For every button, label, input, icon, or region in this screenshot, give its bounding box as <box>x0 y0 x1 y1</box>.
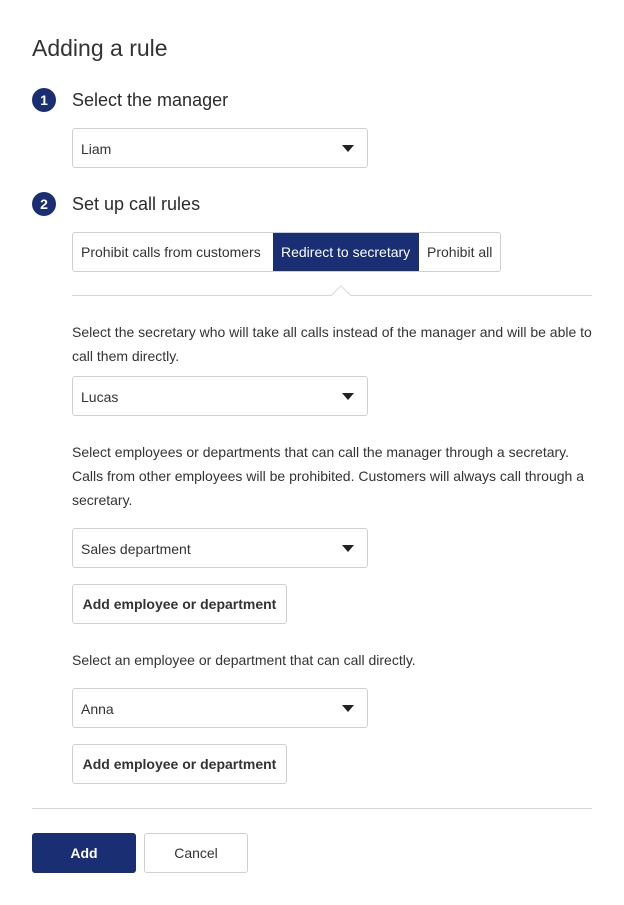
active-tab-pointer <box>331 285 351 305</box>
secretary-description: Select the secretary who will take all calls instead of the manager and will be able to call them directly. <box>72 324 592 364</box>
caret-down-icon <box>342 145 354 152</box>
call-rule-tabs <box>72 232 501 272</box>
caret-down-icon <box>342 545 354 552</box>
add-employee-button-through-secretary[interactable]: Add employee or department <box>72 584 287 624</box>
tab-redirect-to-secretary[interactable]: Redirect to secretary <box>273 233 419 271</box>
add-button[interactable]: Add <box>32 833 136 873</box>
tab-prohibit-all[interactable]: Prohibit all <box>419 233 500 271</box>
direct-call-select[interactable] <box>72 688 368 728</box>
cancel-button[interactable]: Cancel <box>144 833 248 873</box>
caret-down-icon <box>342 705 354 712</box>
step-2-title: Set up call rules <box>72 194 201 214</box>
through-secretary-select[interactable] <box>72 528 368 568</box>
add-employee-button-direct[interactable]: Add employee or department <box>72 744 287 784</box>
manager-select-value: Liam <box>81 141 112 157</box>
secretary-select-value: Lucas <box>81 389 119 405</box>
direct-call-select-value: Anna <box>81 701 114 717</box>
step-2-badge: 2 <box>32 192 56 216</box>
through-secretary-select-value: Sales department <box>81 541 191 557</box>
direct-call-description: Select an employee or department that can call directly. <box>72 652 416 668</box>
page-title: Adding a rule <box>32 35 168 61</box>
caret-down-icon <box>342 393 354 400</box>
tab-prohibit-calls-from-customers[interactable]: Prohibit calls from customers <box>73 233 273 271</box>
footer-divider <box>32 808 592 809</box>
through-secretary-description: Select employees or departments that can call the manager through a secretary. Calls from other employees will be prohibited. Customers will always call through a secretary. <box>72 444 584 508</box>
manager-select[interactable] <box>72 128 368 168</box>
secretary-select[interactable] <box>72 376 368 416</box>
step-1-title: Select the manager <box>72 90 229 110</box>
step-1-badge: 1 <box>32 88 56 112</box>
